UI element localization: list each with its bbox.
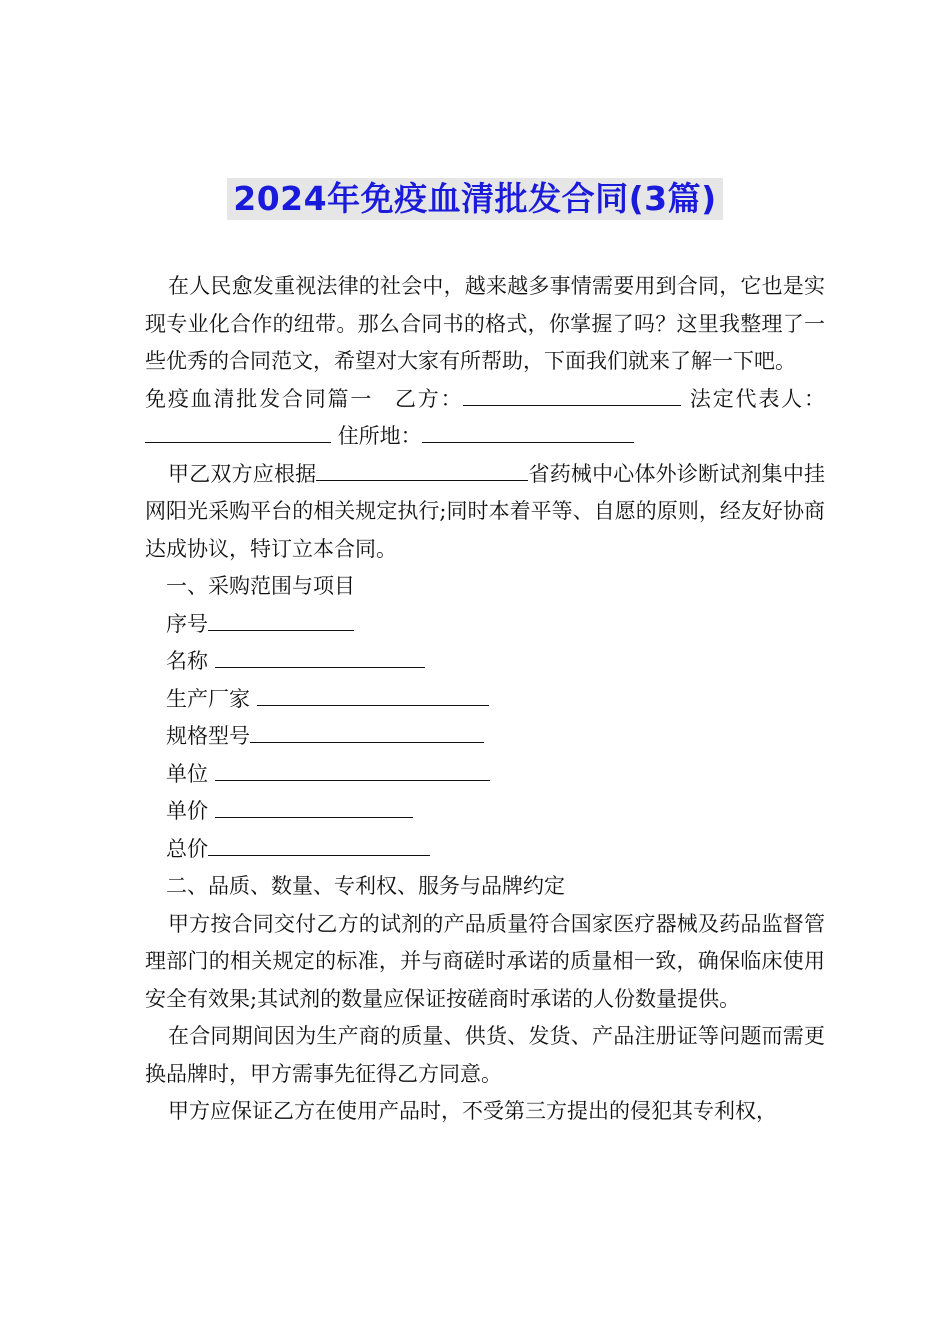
intro-paragraph: 在人民愈发重视法律的社会中，越来越多事情需要用到合同，它也是实现专业化合作的纽带。那么合同书的格式，你掌握了吗？这里我整理了一些优秀的合同范文，希望对大家有所帮助，下面我们就来了解一下吧。 (145, 274, 825, 373)
field-spec-label: 规格型号 (166, 724, 250, 748)
legal-rep-label: 法定代表人： (689, 386, 825, 411)
field-serial-label: 序号 (166, 611, 208, 636)
field-unit (145, 756, 825, 794)
basis-paragraph (145, 456, 825, 569)
field-spec-blank (250, 720, 484, 743)
field-manufacturer-blank (257, 683, 489, 706)
section-2-paragraph-1: 甲方按合同交付乙方的试剂的产品质量符合国家医疗器械及药品监督管理部门的相关规定的标准，并与商磋时承诺的质量相一致，确保临床使用安全有效果;其试剂的数量应保证按磋商时承诺的人份数量提供。 (145, 911, 825, 1011)
section-2-heading: 二、品质、数量、专利权、服务与品牌约定 (166, 874, 565, 898)
field-total (145, 831, 825, 869)
title-container (0, 178, 950, 220)
contract-heading: 免疫血清批发合同篇一 (145, 386, 374, 411)
section-1-heading: 一、采购范围与项目 (166, 574, 355, 598)
field-serial-blank (208, 608, 354, 631)
field-manufacturer (145, 681, 825, 719)
basis-suffix: 省药械中心体外诊断试剂集中挂网阳光采购平台的相关规定执行;同时本着平等、自愿的原则，经友好协商达成协议，特订立本合同。 (145, 461, 826, 561)
address-blank (422, 420, 634, 443)
party-line (145, 381, 825, 456)
field-total-label: 总价 (166, 836, 208, 861)
field-manufacturer-label: 生产厂家 (166, 686, 250, 711)
field-serial (145, 606, 825, 644)
field-spec (145, 718, 825, 756)
section-2-paragraph-2: 在合同期间因为生产商的质量、供货、发货、产品注册证等问题而需更换品牌时，甲方需事先征得乙方同意。 (145, 1024, 825, 1086)
province-blank (316, 458, 528, 481)
party-b-blank (463, 383, 681, 406)
section-2-paragraph-3: 甲方应保证乙方在使用产品时，不受第三方提出的侵犯其专利权， (168, 1099, 777, 1123)
document-title: 2024年免疫血清批发合同(3篇) (227, 178, 722, 220)
field-unit-blank (215, 758, 490, 781)
field-unit-price-label: 单价 (166, 799, 208, 823)
field-unit-label: 单位 (166, 761, 208, 786)
field-total-blank (208, 833, 430, 856)
party-b-label: 乙方： (393, 386, 464, 411)
field-name (145, 643, 825, 681)
address-label: 住所地： (337, 424, 422, 448)
field-name-blank (215, 645, 425, 668)
field-unit-price (145, 793, 825, 831)
document-body (145, 268, 825, 1131)
field-unit-price-blank (215, 795, 413, 818)
field-name-label: 名称 (166, 649, 208, 673)
legal-rep-blank (145, 420, 331, 443)
basis-prefix: 甲乙双方应根据 (168, 461, 317, 486)
